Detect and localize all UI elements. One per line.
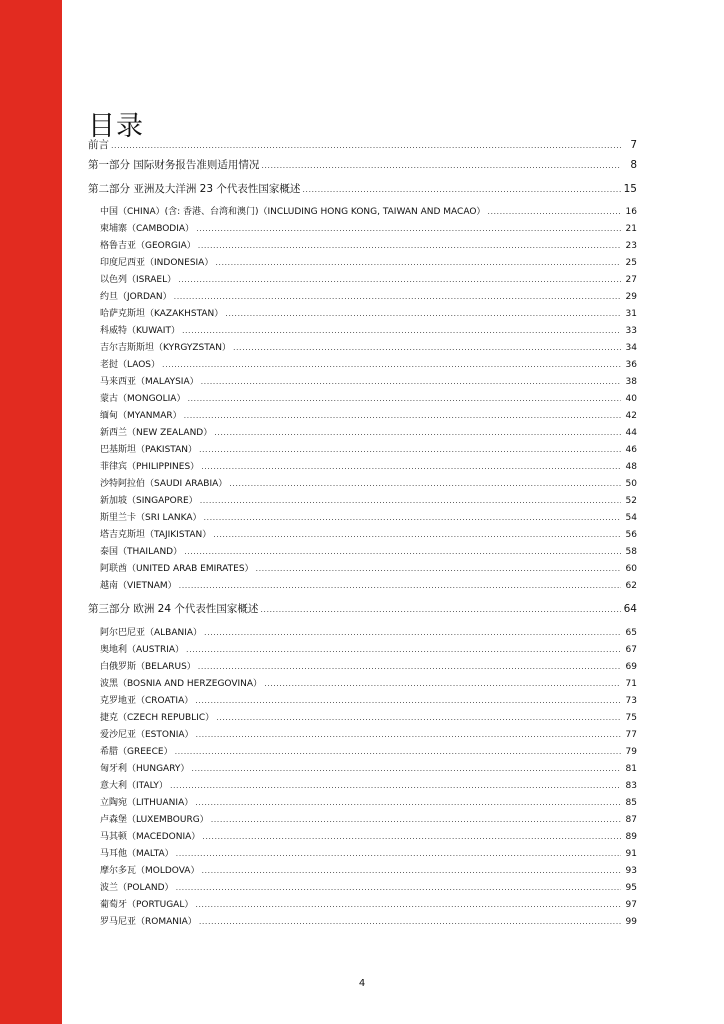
toc-entry-title: 爱沙尼亚（ESTONIA） xyxy=(100,729,194,740)
dot-leader xyxy=(213,530,621,539)
toc-entry-page: 77 xyxy=(625,729,637,740)
toc-entry-title: 捷克（CZECH REPUBLIC） xyxy=(100,712,215,723)
toc-country-entry[interactable] xyxy=(88,578,637,595)
toc-country-entry[interactable] xyxy=(88,676,637,693)
toc-country-entry[interactable] xyxy=(88,761,637,778)
dot-leader xyxy=(176,883,621,892)
dot-leader xyxy=(196,730,621,739)
toc-entry-page: 69 xyxy=(625,661,637,672)
dot-leader xyxy=(184,547,621,556)
toc-country-entry[interactable] xyxy=(88,425,637,442)
red-side-bar xyxy=(0,0,62,1024)
toc-entry-title: 斯里兰卡（SRI LANKA） xyxy=(100,513,202,523)
toc-entry-page: 58 xyxy=(625,547,637,557)
dot-leader xyxy=(195,900,621,909)
toc-entry-page: 33 xyxy=(625,326,637,336)
toc-entry-title: 波兰（POLAND） xyxy=(100,882,174,893)
toc-entry-title: 匈牙利（HUNGARY） xyxy=(100,763,190,774)
toc-entry-page: 8 xyxy=(630,159,637,171)
toc-country-entry[interactable] xyxy=(88,340,637,357)
toc-entry-title: 克罗地亚（CROATIA） xyxy=(100,695,194,706)
toc-entry-title: 越南（VIETNAM） xyxy=(100,581,177,591)
dot-leader xyxy=(260,605,621,614)
dot-leader xyxy=(176,849,621,858)
toc-country-entry[interactable] xyxy=(88,829,637,846)
toc-country-entry[interactable] xyxy=(88,710,637,727)
toc-entry-title: 新加坡（SINGAPORE） xyxy=(100,496,198,506)
toc-section-entry[interactable] xyxy=(88,157,637,181)
toc-entry-page: 89 xyxy=(625,831,637,842)
dot-leader xyxy=(229,479,621,488)
toc-entry-page: 31 xyxy=(625,309,637,319)
toc-entry-page: 67 xyxy=(625,644,637,655)
dot-leader xyxy=(204,513,622,522)
toc-entry-page: 25 xyxy=(625,258,637,268)
toc-entry-page: 62 xyxy=(625,581,637,591)
toc-entry-title: 第二部分 亚洲及大洋洲 23 个代表性国家概述 xyxy=(88,182,301,195)
toc-entry-title: 第一部分 国际财务报告准则适用情况 xyxy=(88,159,260,171)
toc-country-entry[interactable] xyxy=(88,408,637,425)
toc-entry-page: 54 xyxy=(625,513,637,523)
toc-country-entry[interactable] xyxy=(88,863,637,880)
dot-leader xyxy=(201,377,621,386)
toc-entry-title: 希腊（GREECE） xyxy=(100,746,173,757)
dot-leader xyxy=(225,309,621,318)
toc-entry-page: 71 xyxy=(625,678,637,689)
toc-entry-title: 哈萨克斯坦（KAZAKHSTAN） xyxy=(100,309,224,319)
toc-entry-page: 93 xyxy=(625,865,637,876)
toc-entry-title: 意大利（ITALY） xyxy=(100,780,168,791)
dot-leader xyxy=(175,747,621,756)
toc-entry-page: 97 xyxy=(625,899,637,910)
page-number: 4 xyxy=(358,978,366,989)
dot-leader xyxy=(200,496,621,505)
toc-entry-title: 科威特（KUWAIT） xyxy=(100,326,180,336)
toc-entry-page: 56 xyxy=(625,530,637,540)
dot-leader xyxy=(261,161,621,170)
toc-entry-title: 柬埔寨（CAMBODIA） xyxy=(100,224,195,234)
toc-country-entry[interactable] xyxy=(88,897,637,914)
toc-entry-title: 立陶宛（LITHUANIA） xyxy=(100,797,194,808)
dot-leader xyxy=(195,696,621,705)
dot-leader xyxy=(216,713,621,722)
dot-leader xyxy=(174,292,621,301)
toc-country-entry[interactable] xyxy=(88,374,637,391)
toc-entry-page: 46 xyxy=(625,445,637,455)
toc-entry-page: 64 xyxy=(623,603,637,615)
toc-country-entry[interactable] xyxy=(88,625,637,642)
toc-country-entry[interactable] xyxy=(88,778,637,795)
toc-entry-page: 75 xyxy=(625,712,637,723)
toc-entry-title: 第三部分 欧洲 24 个代表性国家概述 xyxy=(88,603,259,615)
toc-entry-title: 吉尔吉斯斯坦（KYRGYZSTAN） xyxy=(100,343,231,353)
toc-entry-page: 52 xyxy=(625,496,637,506)
toc-entry-page: 85 xyxy=(625,797,637,808)
dot-leader xyxy=(264,679,621,688)
toc-country-entry[interactable] xyxy=(88,795,637,812)
dot-leader xyxy=(211,815,621,824)
dot-leader xyxy=(178,275,621,284)
dot-leader xyxy=(198,241,621,250)
table-of-contents xyxy=(88,137,637,931)
toc-entry-page: 16 xyxy=(625,207,637,217)
dot-leader xyxy=(199,445,621,454)
toc-country-entry[interactable] xyxy=(88,846,637,863)
dot-leader xyxy=(198,662,621,671)
toc-entry-page: 65 xyxy=(625,627,637,638)
dot-leader xyxy=(191,764,621,773)
toc-entry-title: 缅甸（MYANMAR） xyxy=(100,411,182,421)
toc-entry-page: 42 xyxy=(625,411,637,421)
toc-country-entry[interactable] xyxy=(88,255,637,272)
dot-leader xyxy=(184,411,621,420)
toc-entry-page: 83 xyxy=(625,780,637,791)
toc-country-entry[interactable] xyxy=(88,544,637,561)
dot-leader xyxy=(196,224,621,233)
toc-entry-title: 巴基斯坦（PAKISTAN） xyxy=(100,445,197,455)
dot-leader xyxy=(233,343,621,352)
dot-leader xyxy=(302,185,621,194)
toc-country-entry[interactable] xyxy=(88,659,637,676)
dot-leader xyxy=(195,798,621,807)
dot-leader xyxy=(182,326,621,335)
toc-entry-page: 50 xyxy=(625,479,637,489)
toc-country-entry[interactable] xyxy=(88,323,637,340)
toc-entry-title: 约旦（JORDAN） xyxy=(100,292,172,302)
toc-entry-page: 36 xyxy=(625,360,637,370)
toc-entry-title: 阿尔巴尼亚（ALBANIA） xyxy=(100,627,203,638)
dot-leader xyxy=(162,360,621,369)
toc-section-entry[interactable] xyxy=(88,137,637,157)
toc-entry-title: 以色列（ISRAEL） xyxy=(100,275,177,285)
toc-entry-page: 81 xyxy=(625,763,637,774)
toc-entry-title: 新西兰（NEW ZEALAND） xyxy=(100,428,213,438)
toc-country-entry[interactable] xyxy=(88,510,637,527)
toc-section-entry[interactable] xyxy=(88,181,637,205)
toc-country-entry[interactable] xyxy=(88,442,637,459)
dot-leader xyxy=(202,832,621,841)
toc-entry-title: 摩尔多瓦（MOLDOVA） xyxy=(100,865,200,876)
toc-entry-title: 前言 xyxy=(88,139,109,151)
toc-country-entry[interactable] xyxy=(88,357,637,374)
toc-country-entry[interactable] xyxy=(88,642,637,659)
toc-entry-page: 29 xyxy=(625,292,637,302)
toc-country-entry[interactable] xyxy=(88,880,637,897)
toc-entry-title: 马耳他（MALTA） xyxy=(100,848,174,859)
toc-entry-title: 泰国（THAILAND） xyxy=(100,547,183,557)
dot-leader xyxy=(487,207,621,216)
toc-country-entry[interactable] xyxy=(88,812,637,829)
toc-entry-title: 印度尼西亚（INDONESIA） xyxy=(100,258,214,268)
toc-entry-page: 95 xyxy=(625,882,637,893)
dot-leader xyxy=(199,917,621,926)
dot-leader xyxy=(170,781,621,790)
dot-leader xyxy=(179,581,621,590)
toc-country-entry[interactable] xyxy=(88,744,637,761)
toc-entry-title: 马来西亚（MALAYSIA） xyxy=(100,377,199,387)
toc-entry-title: 罗马尼亚（ROMANIA） xyxy=(100,916,197,927)
dot-leader xyxy=(201,866,621,875)
toc-country-entry[interactable] xyxy=(88,527,637,544)
toc-country-entry[interactable] xyxy=(88,561,637,578)
toc-entry-page: 73 xyxy=(625,695,637,706)
toc-section-entry[interactable] xyxy=(88,601,637,625)
toc-entry-page: 21 xyxy=(625,224,637,234)
dot-leader xyxy=(111,141,621,150)
toc-country-entry[interactable] xyxy=(88,693,637,710)
toc-entry-page: 40 xyxy=(625,394,637,404)
dot-leader xyxy=(215,258,621,267)
dot-leader xyxy=(214,428,621,437)
toc-entry-title: 蒙古（MONGOLIA） xyxy=(100,394,186,404)
toc-country-entry[interactable] xyxy=(88,272,637,289)
toc-entry-page: 7 xyxy=(630,139,637,151)
toc-entry-title: 阿联酋（UNITED ARAB EMIRATES） xyxy=(100,564,254,574)
toc-entry-title: 格鲁吉亚（GEORGIA） xyxy=(100,241,196,251)
toc-entry-title: 塔吉克斯坦（TAJIKISTAN） xyxy=(100,530,212,540)
toc-country-entry[interactable] xyxy=(88,204,637,221)
toc-entry-page: 48 xyxy=(625,462,637,472)
toc-entry-page: 15 xyxy=(623,182,637,195)
toc-entry-title: 马其顿（MACEDONIA） xyxy=(100,831,201,842)
toc-entry-title: 奥地利（AUSTRIA） xyxy=(100,644,185,655)
toc-entry-page: 38 xyxy=(625,377,637,387)
toc-entry-title: 沙特阿拉伯（SAUDI ARABIA） xyxy=(100,479,228,489)
dot-leader xyxy=(186,645,621,654)
toc-entry-title: 菲律宾（PHILIPPINES） xyxy=(100,462,200,472)
toc-entry-page: 79 xyxy=(625,746,637,757)
toc-country-entry[interactable] xyxy=(88,727,637,744)
toc-entry-page: 44 xyxy=(625,428,637,438)
toc-entry-title: 葡萄牙（PORTUGAL） xyxy=(100,899,194,910)
dot-leader xyxy=(201,462,621,471)
toc-country-entry[interactable] xyxy=(88,306,637,323)
toc-country-entry[interactable] xyxy=(88,289,637,306)
toc-country-entry[interactable] xyxy=(88,391,637,408)
toc-entry-title: 波黑（BOSNIA AND HERZEGOVINA） xyxy=(100,678,263,689)
toc-country-entry[interactable] xyxy=(88,914,637,931)
toc-entry-page: 99 xyxy=(625,916,637,927)
toc-entry-title: 中国（CHINA）(含: 香港、台湾和澳门)（INCLUDING HONG KONG, TAIWAN AND MACAO） xyxy=(100,207,486,217)
dot-leader xyxy=(204,628,621,637)
toc-entry-page: 27 xyxy=(625,275,637,285)
page-title: 目录 xyxy=(88,111,144,143)
toc-entry-title: 卢森堡（LUXEMBOURG） xyxy=(100,814,209,825)
toc-country-entry[interactable] xyxy=(88,238,637,255)
toc-country-entry[interactable] xyxy=(88,493,637,510)
toc-entry-page: 23 xyxy=(625,241,637,251)
toc-country-entry[interactable] xyxy=(88,476,637,493)
toc-country-entry[interactable] xyxy=(88,459,637,476)
toc-entry-title: 白俄罗斯（BELARUS） xyxy=(100,661,196,672)
toc-entry-page: 87 xyxy=(625,814,637,825)
dot-leader xyxy=(256,564,621,573)
toc-entry-page: 60 xyxy=(625,564,637,574)
toc-entry-page: 91 xyxy=(625,848,637,859)
dot-leader xyxy=(187,394,621,403)
toc-country-entry[interactable] xyxy=(88,221,637,238)
toc-entry-page: 34 xyxy=(625,343,637,353)
toc-entry-title: 老挝（LAOS） xyxy=(100,360,161,370)
